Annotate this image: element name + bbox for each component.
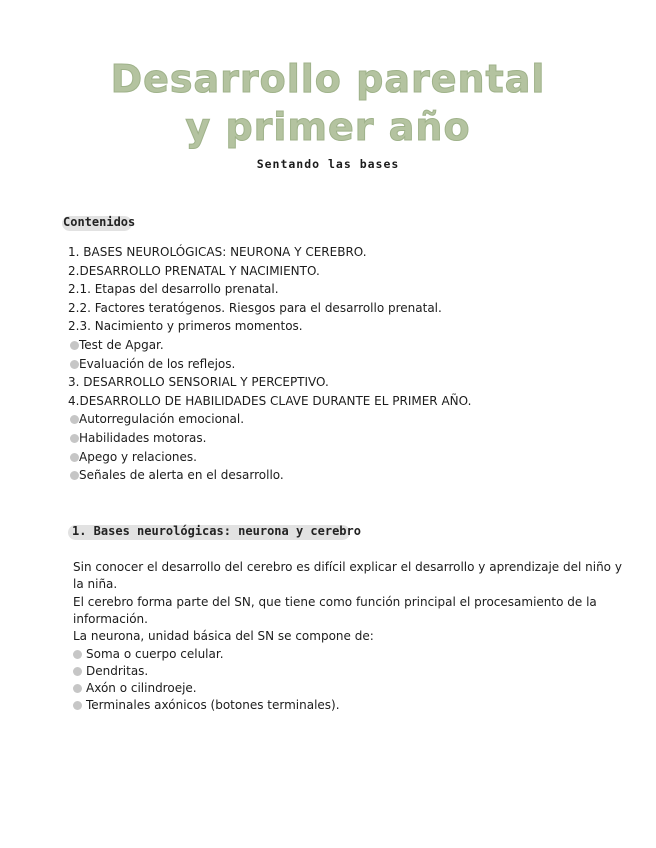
document-subtitle: Sentando las bases (256, 157, 400, 171)
toc-item-label: 3. DESARROLLO SENSORIAL Y PERCEPTIVO. (68, 375, 329, 390)
list-item (73, 663, 613, 680)
toc-item-label: Autorregulación emocional. (79, 412, 245, 427)
toc-item (68, 429, 628, 448)
toc-item-label: Señales de alerta en el desarrollo. (79, 468, 284, 483)
table-of-contents (68, 243, 628, 485)
bullet-icon (70, 471, 79, 480)
paragraph-1: Sin conocer el desarrollo del cerebro es difícil explicar el desarrollo y aprendizaje del niño y la niña. (73, 560, 622, 591)
toc-item (68, 373, 628, 392)
toc-item (68, 317, 628, 336)
toc-item-label: 2.1. Etapas del desarrollo prenatal. (68, 282, 279, 297)
list-item-label: Soma o cuerpo celular. (86, 647, 224, 661)
bullet-icon (70, 415, 79, 424)
toc-item (68, 466, 628, 485)
contents-heading: Contenidos (63, 215, 136, 229)
bullet-icon (70, 341, 79, 350)
toc-item (68, 355, 628, 374)
toc-item-label: Apego y relaciones. (79, 449, 197, 464)
title-line-2: y primer año (185, 105, 471, 149)
title-line-1: Desarrollo parental (110, 57, 546, 101)
toc-item (68, 243, 628, 262)
bullet-icon (73, 701, 82, 710)
toc-item (68, 336, 628, 355)
list-item (73, 680, 613, 697)
bullet-icon (73, 667, 82, 676)
neuron-parts-list (73, 646, 613, 714)
toc-item (68, 448, 628, 467)
toc-item-label: 4.DESARROLLO DE HABILIDADES CLAVE DURANTE EL PRIMER AÑO. (68, 393, 472, 408)
toc-item-label: Evaluación de los reflejos. (79, 356, 236, 371)
list-item-label: Terminales axónicos (botones terminales). (86, 698, 340, 712)
bullet-icon (70, 360, 79, 369)
toc-item (68, 262, 628, 281)
toc-item-label: 2.2. Factores teratógenos. Riesgos para el desarrollo prenatal. (68, 300, 442, 315)
bullet-icon (73, 650, 82, 659)
list-item (73, 646, 613, 663)
section-1-heading: 1. Bases neurológicas: neurona y cerebro (72, 524, 361, 538)
toc-item (68, 392, 628, 411)
bullet-icon (73, 684, 82, 693)
toc-item-label: Test de Apgar. (79, 337, 164, 352)
bullet-icon (70, 434, 79, 443)
toc-item-label: 1. BASES NEUROLÓGICAS: NEURONA Y CEREBRO. (68, 245, 367, 259)
document-title (0, 55, 656, 151)
toc-item (68, 280, 628, 299)
list-item-label: Dendritas. (86, 664, 149, 678)
bullet-icon (70, 453, 79, 462)
toc-item-label: Habilidades motoras. (79, 430, 207, 445)
toc-item-label: 2.DESARROLLO PRENATAL Y NACIMIENTO. (68, 263, 320, 278)
list-item (73, 697, 613, 714)
toc-item (68, 410, 628, 429)
toc-item (68, 299, 628, 318)
paragraph-2: El cerebro forma parte del SN, que tiene como función principal el procesamiento de la información. (73, 595, 597, 626)
toc-item-label: 2.3. Nacimiento y primeros momentos. (68, 319, 303, 334)
list-item-label: Axón o cilindroeje. (86, 681, 197, 695)
paragraph-3: La neurona, unidad básica del SN se compone de: (73, 629, 374, 643)
